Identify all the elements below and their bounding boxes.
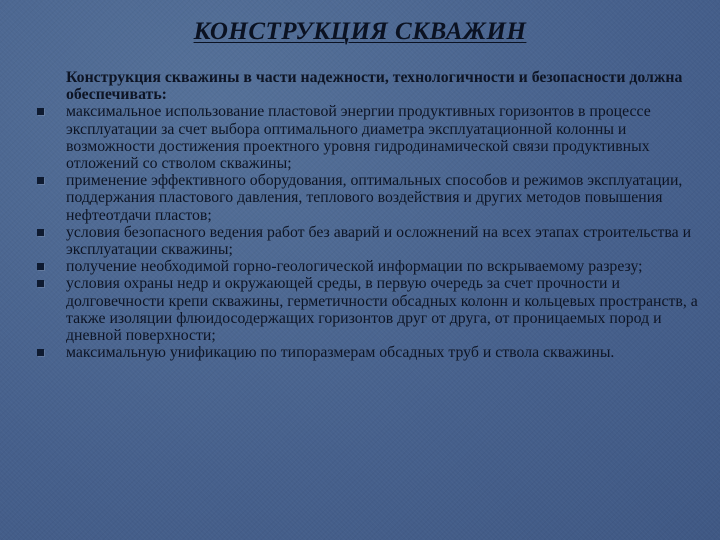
square-bullet-icon xyxy=(37,108,44,115)
square-bullet-icon xyxy=(37,263,44,270)
square-bullet-icon xyxy=(37,349,44,356)
list-item-text: применение эффективного оборудования, оптимальных способов и режимов эксплуатации, поддержания пластового давления, теплового воздействия и других методов повышения нефтеотдачи пластов; xyxy=(66,172,683,224)
square-bullet-icon xyxy=(37,229,44,236)
list-item xyxy=(66,275,716,344)
list-item xyxy=(66,103,716,172)
slide-content xyxy=(66,69,716,361)
square-bullet-icon xyxy=(37,177,44,184)
list-item xyxy=(66,224,716,258)
list-item xyxy=(66,258,716,275)
list-item-text: условия охраны недр и окружающей среды, в первую очередь за счет прочности и долговечности крепи скважины, герметичности обсадных колонн и кольцевых пространств, а также изоляции флюидосодержащих горизонтов друг от друга, от проницаемых пород и дневной поверхности; xyxy=(66,275,698,345)
square-bullet-icon xyxy=(37,280,44,287)
slide-title: КОНСТРУКЦИЯ СКВАЖИН xyxy=(193,18,527,45)
list-item xyxy=(66,344,716,361)
list-item-text: максимальное использование пластовой энергии продуктивных горизонтов в процессе эксплуатации за счет выбора оптимального диаметра эксплуатационной колонны и возможности достижения проектного уровня гидродинамической связи продуктивных отложений со стволом скважины; xyxy=(66,103,651,173)
bullet-list xyxy=(66,103,716,361)
list-item-text: получение необходимой горно-геологической информации по вскрываемому разрезу; xyxy=(66,258,643,276)
list-item-text: условия безопасного ведения работ без аварий и осложнений на всех этапах строительства и эксплуатации скважины; xyxy=(66,223,692,259)
intro-text: Конструкция скважины в части надежности, технологичности и безопасности должна обеспечивать: xyxy=(66,69,683,104)
list-item xyxy=(66,172,716,224)
list-item-text: максимальную унификацию по типоразмерам обсадных труб и ствола скважины. xyxy=(66,344,615,362)
